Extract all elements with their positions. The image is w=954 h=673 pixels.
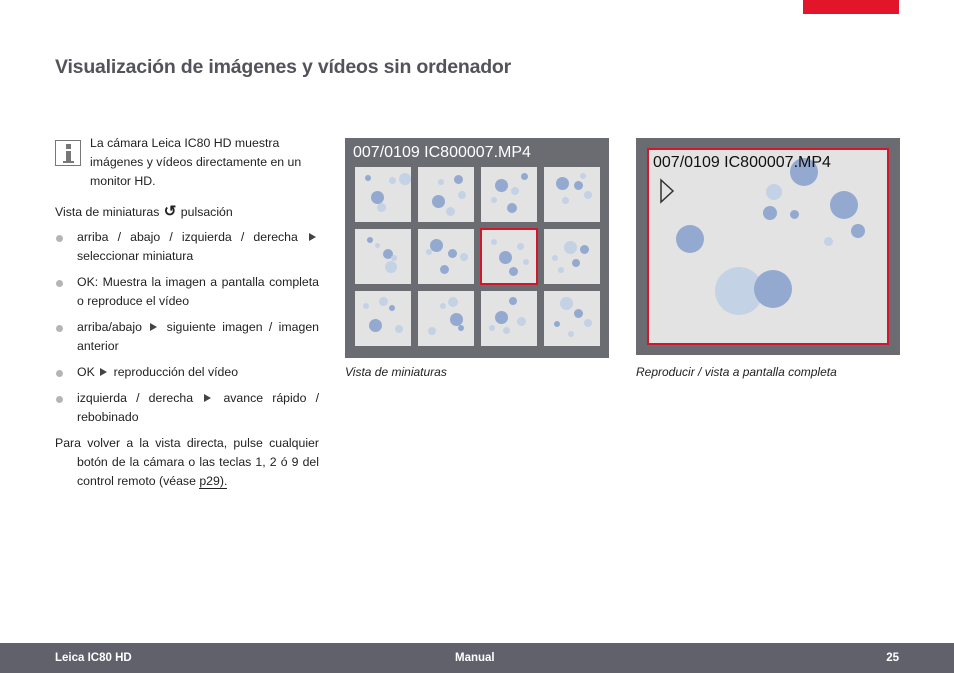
list-item: OK: Muestra la imagen a pantalla completa o reproduce el vídeo bbox=[55, 273, 319, 311]
thumbnail[interactable] bbox=[418, 229, 474, 284]
thumbnail[interactable] bbox=[481, 229, 537, 284]
play-icon bbox=[659, 178, 675, 204]
footer bbox=[0, 643, 954, 673]
page-link[interactable]: p29). bbox=[199, 474, 228, 488]
fullscreen-header: 007/0109 IC800007.MP4 bbox=[653, 154, 831, 171]
thumbnail[interactable] bbox=[544, 167, 600, 222]
thumbnail-view-label: Vista de miniaturas bbox=[55, 205, 160, 219]
rotate-icon: ↺ bbox=[163, 203, 177, 220]
list-item: arriba/abajo siguiente imagen / imagen anterior bbox=[55, 318, 319, 356]
thumbnail[interactable] bbox=[355, 229, 411, 284]
footer-doc: Manual bbox=[455, 652, 495, 664]
fullscreen-view bbox=[636, 138, 900, 355]
bullet-icon bbox=[56, 235, 63, 242]
thumbnail[interactable] bbox=[481, 167, 537, 222]
thumbnail[interactable] bbox=[355, 291, 411, 346]
arrow-right-icon bbox=[150, 323, 157, 331]
footer-product: Leica IC80 HD bbox=[55, 652, 132, 664]
thumbnail[interactable] bbox=[418, 167, 474, 222]
thumbnail[interactable] bbox=[544, 229, 600, 284]
thumbnail[interactable] bbox=[418, 291, 474, 346]
accent-tab bbox=[803, 0, 899, 14]
thumbnail-instruction bbox=[55, 203, 319, 222]
thumbnail-screen bbox=[345, 138, 609, 358]
list-item: OK reproducción del vídeo bbox=[55, 363, 319, 382]
bullet-icon bbox=[56, 396, 63, 403]
return-paragraph: Para volver a la vista directa, pulse cualquier botón de la cámara o las teclas 1, 2 ó 9 del control remoto (véase p29). bbox=[55, 436, 319, 488]
thumbnail[interactable] bbox=[481, 291, 537, 346]
arrow-right-icon bbox=[309, 233, 316, 241]
thumbnail-view-suffix: pulsación bbox=[180, 205, 233, 219]
list-item: izquierda / derecha avance rápido / rebobinado bbox=[55, 389, 319, 427]
info-icon bbox=[55, 140, 81, 166]
bullet-icon bbox=[56, 370, 63, 377]
thumbnail-caption: Vista de miniaturas bbox=[345, 365, 447, 379]
thumbnail[interactable] bbox=[544, 291, 600, 346]
bullet-icon bbox=[56, 280, 63, 287]
page-number: 25 bbox=[886, 652, 899, 664]
arrow-right-icon bbox=[204, 394, 211, 402]
thumbnail[interactable] bbox=[355, 167, 411, 222]
arrow-right-icon bbox=[100, 368, 107, 376]
bullet-icon bbox=[56, 325, 63, 332]
fullscreen-image bbox=[647, 148, 889, 345]
page-title: Visualización de imágenes y vídeos sin ordenador bbox=[55, 56, 512, 78]
thumbnail-grid bbox=[355, 167, 601, 349]
intro-text: La cámara Leica IC80 HD muestra imágenes y vídeos directamente en un monitor HD. bbox=[90, 136, 302, 188]
instruction-list bbox=[55, 228, 319, 427]
list-item: arriba / abajo / izquierda / derecha seleccionar miniatura bbox=[55, 228, 319, 266]
thumbnail-screen-header: 007/0109 IC800007.MP4 bbox=[353, 144, 531, 161]
content-column bbox=[55, 134, 319, 491]
fullscreen-caption: Reproducir / vista a pantalla completa bbox=[636, 365, 837, 379]
